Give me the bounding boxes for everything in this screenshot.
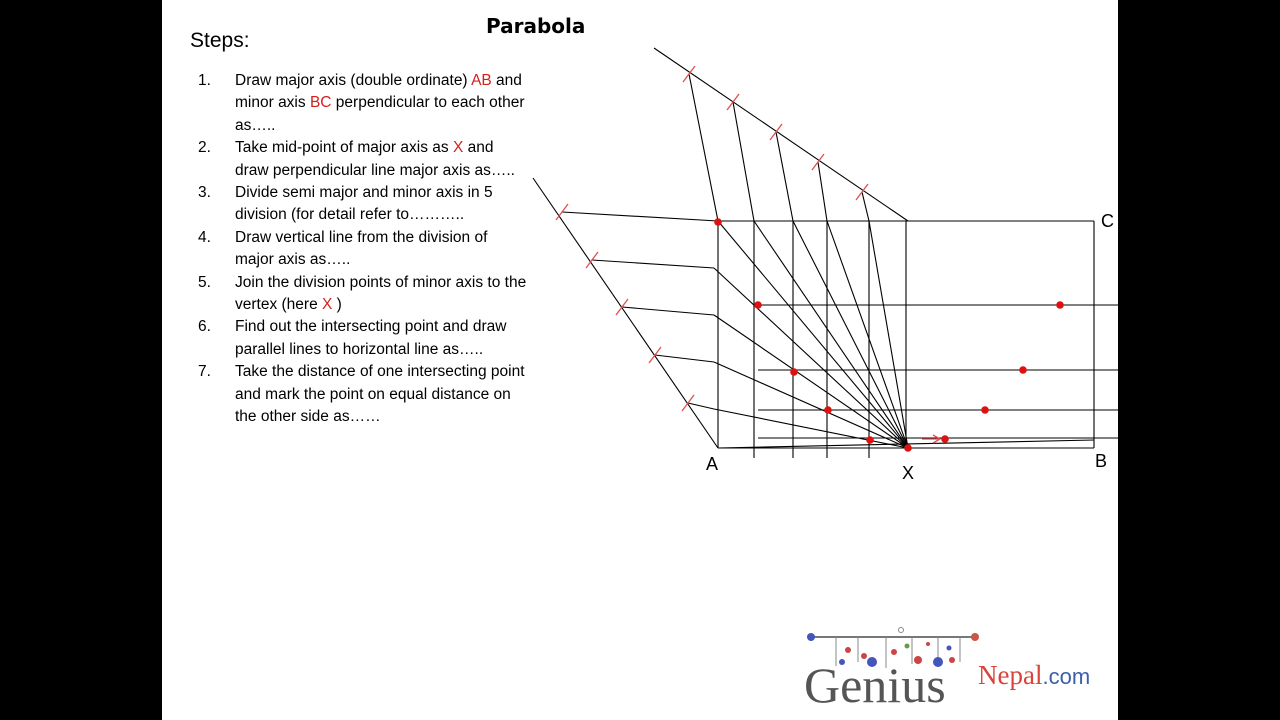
step-number: 4. — [198, 228, 211, 246]
step-number: 5. — [198, 273, 211, 291]
logo-bar-end-left — [807, 633, 815, 641]
upper-projection-line — [776, 132, 793, 221]
intersection-point — [866, 436, 874, 444]
slide — [162, 0, 1118, 720]
step-segment: and minor axis — [235, 72, 522, 112]
label-x: X — [902, 463, 915, 483]
step-segment: Draw vertical line from the division of major axis as….. — [235, 228, 488, 269]
step-segment: Find out the intersecting point and draw parallel lines to horizontal line as….. — [235, 318, 507, 358]
label-b: B — [1095, 451, 1108, 471]
step-segment: Take mid-point of major axis as — [235, 139, 453, 157]
left-projection-line — [592, 260, 714, 268]
intersection-point — [981, 406, 989, 414]
label-a: A — [706, 454, 719, 474]
left-projection-line — [688, 403, 714, 409]
ray-to-vertex — [869, 221, 908, 448]
intersection-point — [754, 301, 762, 309]
logo-com-word: .com — [1042, 664, 1091, 689]
label-c: C — [1101, 211, 1114, 231]
step-highlight: X — [452, 139, 464, 157]
intersection-point — [824, 406, 832, 414]
left-projection-line — [622, 307, 714, 315]
left-projection-line — [655, 355, 714, 362]
intersection-point — [941, 435, 949, 443]
step-segment: Take the distance of one intersecting point and mark the point on equal distance on the other side as…… — [235, 363, 525, 426]
upper-projection-line — [862, 192, 869, 221]
step-number: 7. — [198, 363, 211, 381]
step-highlight: BC — [309, 94, 332, 112]
upper-projection-line — [689, 74, 718, 221]
step-segment: Divide semi major and minor axis in 5 division (for detail refer to……….. — [235, 184, 493, 224]
intersection-point — [1019, 366, 1027, 374]
ray-to-vertex — [827, 221, 908, 448]
ray-to-vertex — [718, 221, 908, 448]
ray-to-vertex — [714, 268, 908, 448]
step-segment: and draw perpendicular line major axis as….. — [235, 139, 515, 179]
logo-genius-text: Genius — [804, 657, 946, 713]
step-number: 1. — [198, 72, 211, 89]
step-highlight: X — [322, 296, 333, 314]
steps-heading: Steps: — [190, 29, 250, 52]
logo-bar-end-right — [971, 633, 979, 641]
slide-title: Parabola — [486, 14, 586, 38]
upper-inclined-line — [654, 48, 908, 221]
intersection-point — [904, 444, 912, 452]
upper-projection-line — [818, 162, 827, 221]
division-tick — [770, 124, 782, 140]
intersection-point — [1056, 301, 1064, 309]
step-number: 3. — [198, 184, 211, 202]
step-segment: perpendicular to each other as….. — [235, 94, 525, 134]
upper-projection-line — [733, 102, 754, 221]
intersection-point — [714, 218, 722, 226]
parabola-construction-diagram — [162, 0, 1118, 720]
logo-nepal-com-text — [978, 660, 1090, 690]
ray-to-vertex — [793, 221, 908, 448]
step-number: 6. — [198, 318, 211, 336]
division-tick — [727, 94, 739, 110]
intersection-point — [790, 368, 798, 376]
logo-nepal-word: Nepal — [978, 660, 1043, 690]
step-number: 2. — [198, 139, 211, 157]
step-highlight: AB — [471, 72, 492, 89]
step-segment: Join the division points of minor axis to the vertex (here — [235, 273, 527, 314]
step-segment: Draw major axis (double ordinate) — [235, 72, 472, 89]
step-segment: ) — [332, 296, 342, 314]
left-projection-line — [562, 212, 718, 221]
genius-nepal-logo — [802, 622, 1112, 714]
